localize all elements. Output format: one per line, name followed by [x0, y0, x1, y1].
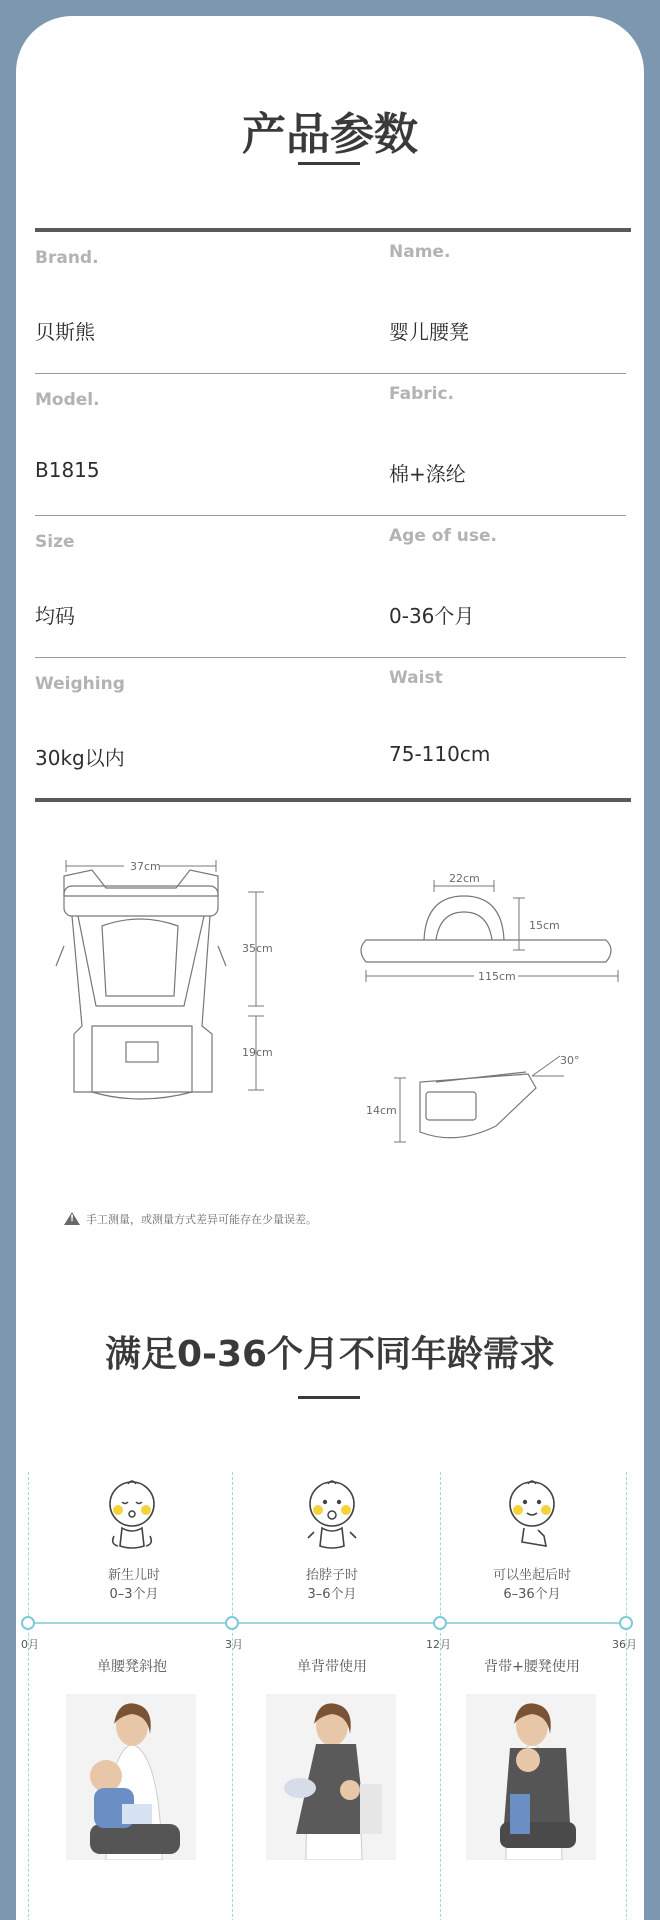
stage-neck-label — [252, 1566, 412, 1604]
weight-label: Weighing — [35, 674, 125, 694]
stage-name: 可以坐起后时 — [492, 1568, 571, 1583]
measurement-note-text: 手工测量，或测量方式差异可能存在少量误差。 — [86, 1213, 317, 1226]
stage-newborn-label — [54, 1566, 214, 1604]
table-bottom-rule — [35, 798, 631, 802]
waist-label: Waist — [389, 668, 443, 688]
neck-lift-baby-icon — [304, 1476, 360, 1552]
dim-label-belt-height: 15cm — [529, 919, 560, 932]
age-title-underline — [298, 1396, 360, 1399]
carrier-photo-full-set — [466, 1694, 596, 1860]
stage-name: 抬脖子时 — [305, 1568, 358, 1583]
timeline-tick: 12月 — [426, 1638, 451, 1651]
carrier-photo-hip-seat — [66, 1694, 196, 1860]
spec-table — [35, 228, 631, 802]
name-label: Name. — [389, 242, 451, 262]
belt-outline — [361, 940, 611, 962]
age-timeline — [28, 1622, 626, 1624]
warning-icon: ! — [64, 1212, 80, 1225]
measurement-note — [64, 1211, 317, 1227]
timeline-dot — [225, 1616, 239, 1630]
timeline-dot — [433, 1616, 447, 1630]
dimension-drawing — [16, 856, 644, 1196]
fabric-value: 棉+涤纶 — [389, 462, 466, 486]
brand-label: Brand. — [35, 248, 99, 268]
timeline-tick: 3月 — [225, 1638, 243, 1651]
usage-label: 单腰凳斜抱 — [97, 1659, 167, 1675]
dim-label-seat-angle: 30° — [560, 1054, 580, 1067]
sitting-baby-icon — [504, 1476, 560, 1552]
age-stages — [16, 1472, 644, 1920]
size-label: Size — [35, 532, 75, 552]
stage-range: 0–3个月 — [109, 1587, 159, 1602]
dim-label-belt-length: 115cm — [478, 970, 516, 983]
stage-range: 6–36个月 — [503, 1587, 561, 1602]
usage-label: 单背带使用 — [297, 1659, 367, 1675]
waist-value: 75-110cm — [389, 742, 491, 766]
timeline-dot — [21, 1616, 35, 1630]
dim-label-belt-center: 22cm — [449, 872, 480, 885]
timeline-tick: 0月 — [21, 1638, 39, 1651]
age-section-title: 满足0-36个月不同年龄需求 — [104, 1334, 556, 1375]
age-value: 0-36个月 — [389, 604, 475, 628]
dim-label-carrier-top-height: 35cm — [242, 942, 273, 955]
size-value: 均码 — [35, 604, 75, 628]
seat-outline — [420, 1074, 536, 1138]
newborn-icon — [104, 1476, 160, 1552]
usage-label: 背带+腰凳使用 — [484, 1659, 580, 1675]
model-value: B1815 — [35, 458, 100, 482]
model-label: Model. — [35, 390, 100, 410]
carrier-photo-single-strap — [266, 1694, 396, 1860]
timeline-tick: 36月 — [612, 1638, 637, 1651]
table-row — [35, 516, 631, 658]
dim-label-seat-height: 14cm — [366, 1104, 397, 1117]
stage-sitting-label — [452, 1566, 612, 1604]
table-row — [35, 232, 631, 374]
timeline-dot — [619, 1616, 633, 1630]
title-underline — [298, 162, 360, 165]
table-row — [35, 374, 631, 516]
table-row — [35, 658, 631, 798]
dim-label-carrier-bottom-height: 19cm — [242, 1046, 273, 1059]
dimension-diagrams — [16, 856, 644, 1196]
weight-value: 30kg以内 — [35, 746, 125, 770]
stage-name: 新生儿时 — [107, 1568, 160, 1583]
page-title: 产品参数 — [242, 109, 418, 160]
stage-range: 3–6个月 — [307, 1587, 357, 1602]
name-value: 婴儿腰凳 — [389, 320, 469, 344]
dim-label-carrier-width: 37cm — [130, 860, 161, 873]
fabric-label: Fabric. — [389, 384, 455, 404]
content-card — [16, 16, 644, 1920]
age-label: Age of use. — [389, 526, 497, 546]
brand-value: 贝斯熊 — [35, 320, 95, 344]
